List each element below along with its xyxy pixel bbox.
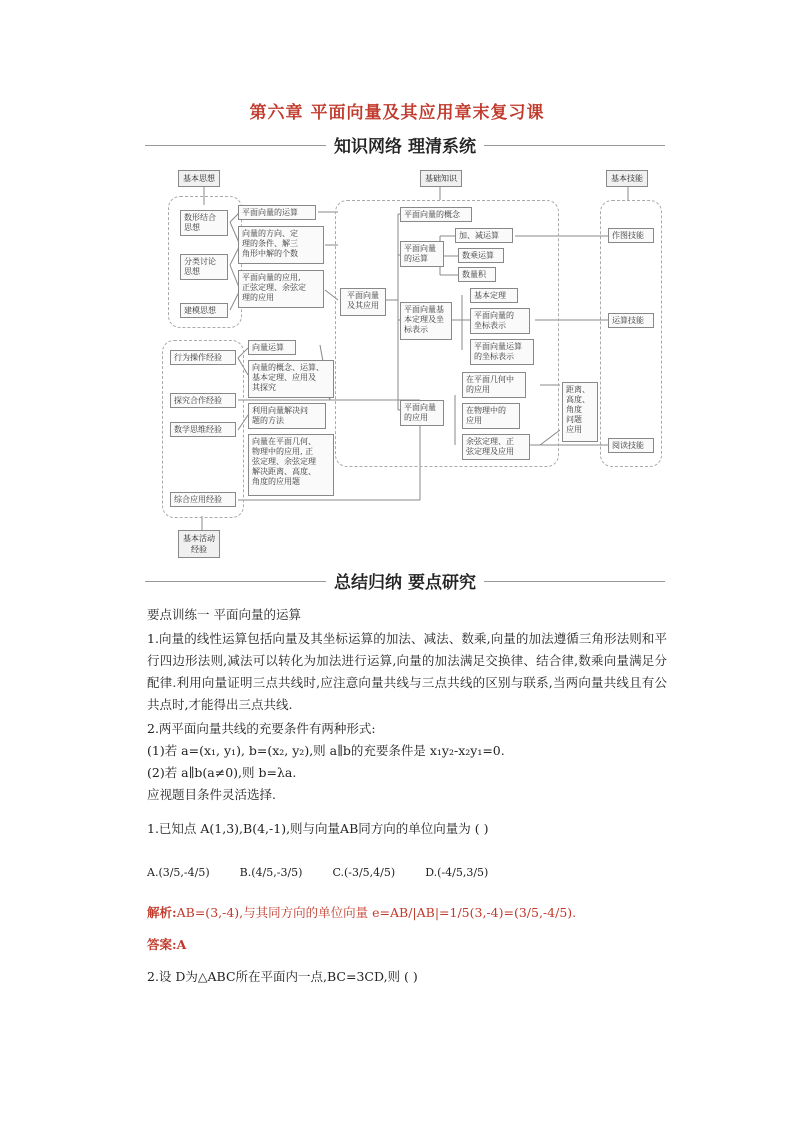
app-box: 向量的方向、定 理的条件、解三 角形中解的个数 [238,226,324,264]
mid-item-box: 数乘运算 [458,248,504,263]
option-c: C.(-3/5,4/5) [332,866,396,879]
answer-label: 答案: [147,937,177,952]
skill-box: 阅读技能 [608,438,654,453]
mid-item-box: 在平面几何中 的应用 [462,372,526,398]
mid-item-box: 基本定理 [470,288,518,303]
section-heading-1: 知识网络 理清系统 [145,132,665,157]
experience-box: 行为操作经验 [170,350,236,365]
answer-value: A [176,937,187,952]
mid-item-box: 平面向量的 坐标表示 [470,308,530,334]
app-box: 平面向量的应用, 正弦定理、余弦定 理的应用 [238,270,324,308]
paragraph: (2)若 a∥b(a≠0),则 b=λa. [147,765,297,780]
header-basic-knowledge: 基础知识 [420,170,462,187]
mid-group-box: 平面向量 的应用 [400,400,444,426]
paragraph: 1.向量的线性运算包括向量及其坐标运算的加法、减法、数乘,向量的加法遵循三角形法则和平行四边形法则,减法可以转化为加法进行运算,向量的加法满足交换律、结合律,数乘向量满足分配律.利用向量证明三点共线时,应注意向量共线与三点共线的区别与联系,当两向量共线且有公共点时,才能得出三点共线. [147,631,667,712]
solution-label: 解析: [147,905,177,920]
idea-box: 数形结合 思想 [180,210,228,236]
paragraph: 应视题目条件灵活选择. [147,787,276,802]
mid-item-box: 平面向量运算 的坐标表示 [470,339,534,365]
skill-box: 作图技能 [608,228,654,243]
skill-box: 运算技能 [608,313,654,328]
option-b: B.(4/5,-3/5) [239,866,303,879]
experience-item-box: 利用向量解决问 题的方法 [248,403,326,429]
solution [147,902,667,924]
mid-group-box: 平面向量 的运算 [400,241,444,267]
idea-box: 建模思想 [180,303,228,318]
mid-group-box: 平面向量的概念 [400,207,472,222]
experience-box: 综合应用经验 [170,492,236,507]
page-title: 第六章 平面向量及其应用章末复习课 [249,103,545,123]
center-box: 平面向量 及其应用 [340,288,386,316]
experience-item-box: 向量在平面几何、 物理中的应用, 正 弦定理、余弦定理 解决距离、高度、 角度的应用题 [248,434,334,496]
section-heading-2: 总结归纳 要点研究 [145,568,665,593]
question-2: 2.设 D为△ABC所在平面内一点,BC=3CD,则 ( ) [147,969,418,984]
header-activity-experience: 基本活动 经验 [178,530,220,558]
paragraph: 2.两平面向量共线的充要条件有两种形式: [147,721,376,736]
answer [147,934,667,956]
mid-group-box: 平面向量基 本定理及坐 标表示 [400,302,452,340]
mid-item-box: 在物理中的 应用 [462,403,520,429]
experience-item-box: 向量的概念、运算、 基本定理、应用及 其探究 [248,360,334,398]
header-basic-ideas: 基本思想 [178,170,220,187]
mid-item-box: 加、减运算 [455,228,513,243]
subsection-heading: 要点训练一 平面向量的运算 [147,607,301,622]
mid-item-box: 余弦定理、正 弦定理及应用 [462,434,530,460]
experience-item-box: 向量运算 [248,340,296,355]
question-1-options [147,862,667,884]
right-app-box: 距离、 高度、 角度 问题 应用 [562,382,598,442]
app-box: 平面向量的运算 [238,205,316,220]
question-1: 1.已知点 A(1,3),B(4,-1),则与向量AB同方向的单位向量为 ( ) [147,821,489,836]
solution-text: AB=(3,-4),与其同方向的单位向量 e=AB/|AB|=1/5(3,-4)=(3/5,-4/5). [176,905,577,920]
paragraph: (1)若 a=(x₁, y₁), b=(x₂, y₂),则 a∥b的充要条件是 x₁y₂-x₂y₁=0. [147,743,505,758]
experience-box: 数学思维经验 [170,422,236,437]
mid-item-box: 数量积 [458,267,496,282]
option-a: A.(3/5,-4/5) [147,866,210,879]
idea-box: 分类讨论 思想 [180,254,228,280]
experience-box: 探究合作经验 [170,393,236,408]
option-d: D.(-4/5,3/5) [425,866,489,879]
header-basic-skills: 基本技能 [606,170,648,187]
